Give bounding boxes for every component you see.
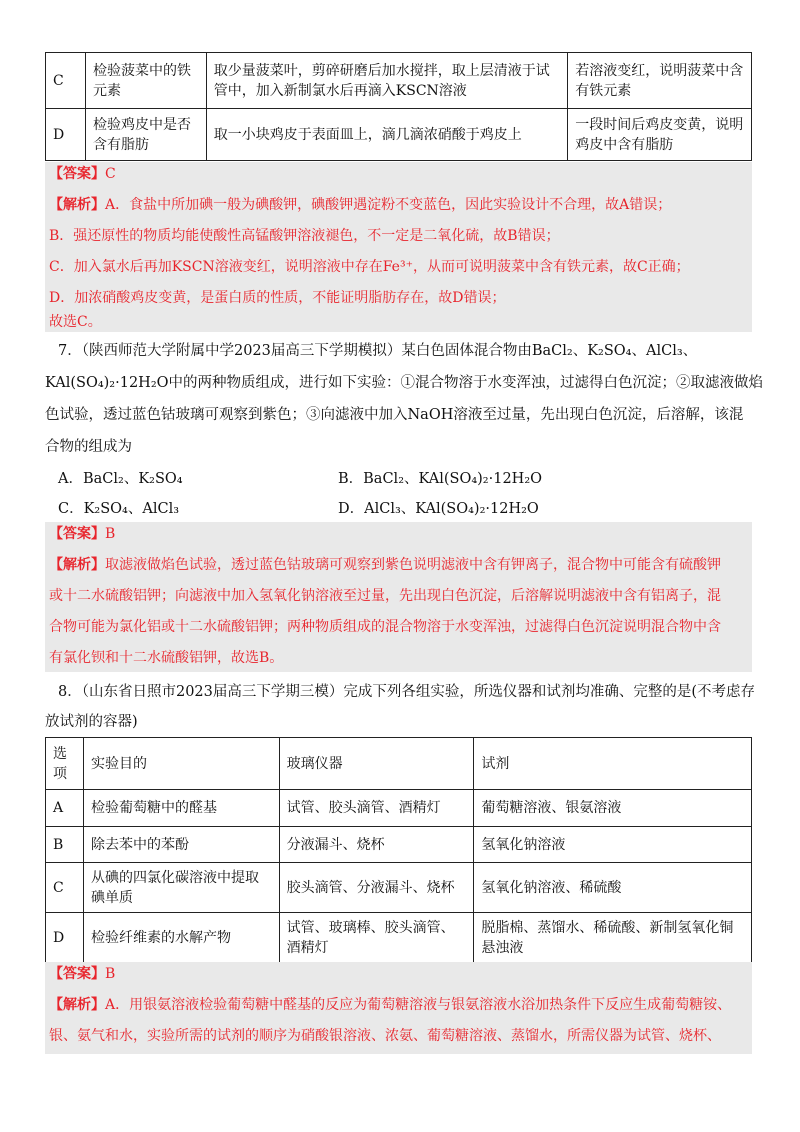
purpose-cell: 从碘的四氯化碳溶液中提取碘单质 bbox=[83, 863, 279, 913]
analysis-line: 银、氨气和水，实验所需的试剂的顺序为硝酸银溶液、浓氨、葡萄糖溶液、蒸馏水，所需仪器为试管、烧杯、 bbox=[49, 1028, 721, 1044]
method-cell: 取少量菠菜叶，剪碎研磨后加水搅拌，取上层清液于试管中，加入新制氯水后再滴入KSCN溶液 bbox=[206, 53, 567, 109]
question-7-line: 色试验，透过蓝色钴玻璃可观察到紫色；③向滤液中加入NaOH溶液至过量，先出现白色沉淀，后溶解，该混 bbox=[45, 407, 744, 423]
option-b: B．BaCl₂、KAl(SO₄)₂·12H₂O bbox=[338, 471, 543, 487]
purpose-cell: 检验纤维素的水解产物 bbox=[83, 913, 279, 963]
experiment-table-top bbox=[45, 52, 752, 161]
experiment-table-q8 bbox=[45, 737, 752, 963]
purpose-cell: 检验菠菜中的铁元素 bbox=[85, 53, 206, 109]
question-7-line: 合物的组成为 bbox=[45, 439, 132, 455]
column-header: 选项 bbox=[46, 738, 84, 790]
option-a: A．BaCl₂、K₂SO₄ bbox=[58, 471, 183, 487]
analysis-line: D．加浓硝酸鸡皮变黄，是蛋白质的性质，不能证明脂肪存在，故D错误； bbox=[49, 290, 506, 306]
apparatus-cell: 试管、胶头滴管、酒精灯 bbox=[279, 790, 474, 827]
question-7-line: KAl(SO₄)₂·12H₂O中的两种物质组成，进行如下实验：①混合物溶于水变浑浊，过滤得白色沉淀；②取滤液做焰 bbox=[45, 375, 764, 391]
purpose-cell: 检验鸡皮中是否含有脂肪 bbox=[85, 109, 206, 161]
reagent-cell: 氢氧化钠溶液、稀硫酸 bbox=[474, 863, 752, 913]
apparatus-cell: 试管、玻璃棒、胶头滴管、酒精灯 bbox=[279, 913, 474, 963]
table-row bbox=[46, 913, 752, 963]
table-row bbox=[46, 790, 752, 827]
result-cell: 一段时间后鸡皮变黄，说明鸡皮中含有脂肪 bbox=[568, 109, 752, 161]
result-cell: 若溶液变红，说明菠菜中含有铁元素 bbox=[568, 53, 752, 109]
column-header: 实验目的 bbox=[83, 738, 279, 790]
option-cell: D bbox=[46, 913, 84, 963]
reagent-cell: 氢氧化钠溶液 bbox=[474, 827, 752, 863]
analysis-line: 【解析】取滤液做焰色试验，透过蓝色钴玻璃可观察到紫色说明滤液中含有钾离子，混合物中可能含有硫酸钾 bbox=[49, 557, 721, 573]
option-cell: D bbox=[46, 109, 86, 161]
answer-box-q8 bbox=[45, 962, 752, 1054]
option-cell: B bbox=[46, 827, 84, 863]
analysis-line: 有氯化钡和十二水硫酸铝钾，故选B。 bbox=[49, 650, 284, 666]
option-d: D．AlCl₃、KAl(SO₄)₂·12H₂O bbox=[338, 501, 539, 517]
table-row bbox=[46, 53, 752, 109]
purpose-cell: 除去苯中的苯酚 bbox=[83, 827, 279, 863]
table-header-row bbox=[46, 738, 752, 790]
table-row bbox=[46, 109, 752, 161]
option-c: C．K₂SO₄、AlCl₃ bbox=[58, 501, 180, 517]
question-7-line: 7．（陕西师范大学附属中学2023届高三下学期模拟）某白色固体混合物由BaCl₂、K₂SO₄、AlCl₃、 bbox=[58, 343, 698, 359]
answer-value: B bbox=[105, 966, 116, 982]
method-cell: 取一小块鸡皮于表面皿上，滴几滴浓硝酸于鸡皮上 bbox=[206, 109, 567, 161]
analysis-line: 合物可能为氯化铝或十二水硫酸铝钾；两种物质组成的混合物溶于水变浑浊，过滤得白色沉淀说明混合物中含 bbox=[49, 619, 721, 635]
analysis-line: C．加入氯水后再加KSCN溶液变红，说明溶液中存在Fe³⁺，从而可说明菠菜中含有铁元素，故C正确； bbox=[49, 259, 690, 275]
answer-box-q7 bbox=[45, 522, 752, 672]
purpose-cell: 检验葡萄糖中的醛基 bbox=[83, 790, 279, 827]
table-row bbox=[46, 827, 752, 863]
answer-box-q6 bbox=[45, 162, 752, 332]
answer-line: 【答案】B bbox=[49, 966, 116, 982]
option-cell: A bbox=[46, 790, 84, 827]
apparatus-cell: 分液漏斗、烧杯 bbox=[279, 827, 474, 863]
analysis-line: 【解析】A．食盐中所加碘一般为碘酸钾，碘酸钾遇淀粉不变蓝色，因此实验设计不合理，故A错误； bbox=[49, 197, 672, 213]
column-header: 玻璃仪器 bbox=[279, 738, 474, 790]
answer-line: 【答案】C bbox=[49, 166, 116, 182]
analysis-line: 或十二水硫酸铝钾；向滤液中加入氢氧化钠溶液至过量，先出现白色沉淀，后溶解说明滤液中含有铝离子，混 bbox=[49, 588, 721, 604]
answer-value: B bbox=[105, 526, 116, 542]
column-header: 试剂 bbox=[474, 738, 752, 790]
option-cell: C bbox=[46, 53, 86, 109]
question-8-line: 放试剂的容器) bbox=[45, 714, 138, 730]
reagent-cell: 脱脂棉、蒸馏水、稀硫酸、新制氢氧化铜悬浊液 bbox=[474, 913, 752, 963]
question-8-line: 8．（山东省日照市2023届高三下学期三模）完成下列各组实验，所选仪器和试剂均准确、完整的是(不考虑存 bbox=[58, 684, 756, 700]
analysis-line: 故选C。 bbox=[49, 314, 102, 330]
reagent-cell: 葡萄糖溶液、银氨溶液 bbox=[474, 790, 752, 827]
analysis-line: 【解析】A．用银氨溶液检验葡萄糖中醛基的反应为葡萄糖溶液与银氨溶液水浴加热条件下反应生成葡萄糖铵、 bbox=[49, 997, 732, 1013]
apparatus-cell: 胶头滴管、分液漏斗、烧杯 bbox=[279, 863, 474, 913]
table-row bbox=[46, 863, 752, 913]
answer-value: C bbox=[105, 166, 116, 182]
analysis-line: B．强还原性的物质均能使酸性高锰酸钾溶液褪色，不一定是二氧化硫，故B错误； bbox=[49, 228, 560, 244]
option-cell: C bbox=[46, 863, 84, 913]
answer-line: 【答案】B bbox=[49, 526, 116, 542]
